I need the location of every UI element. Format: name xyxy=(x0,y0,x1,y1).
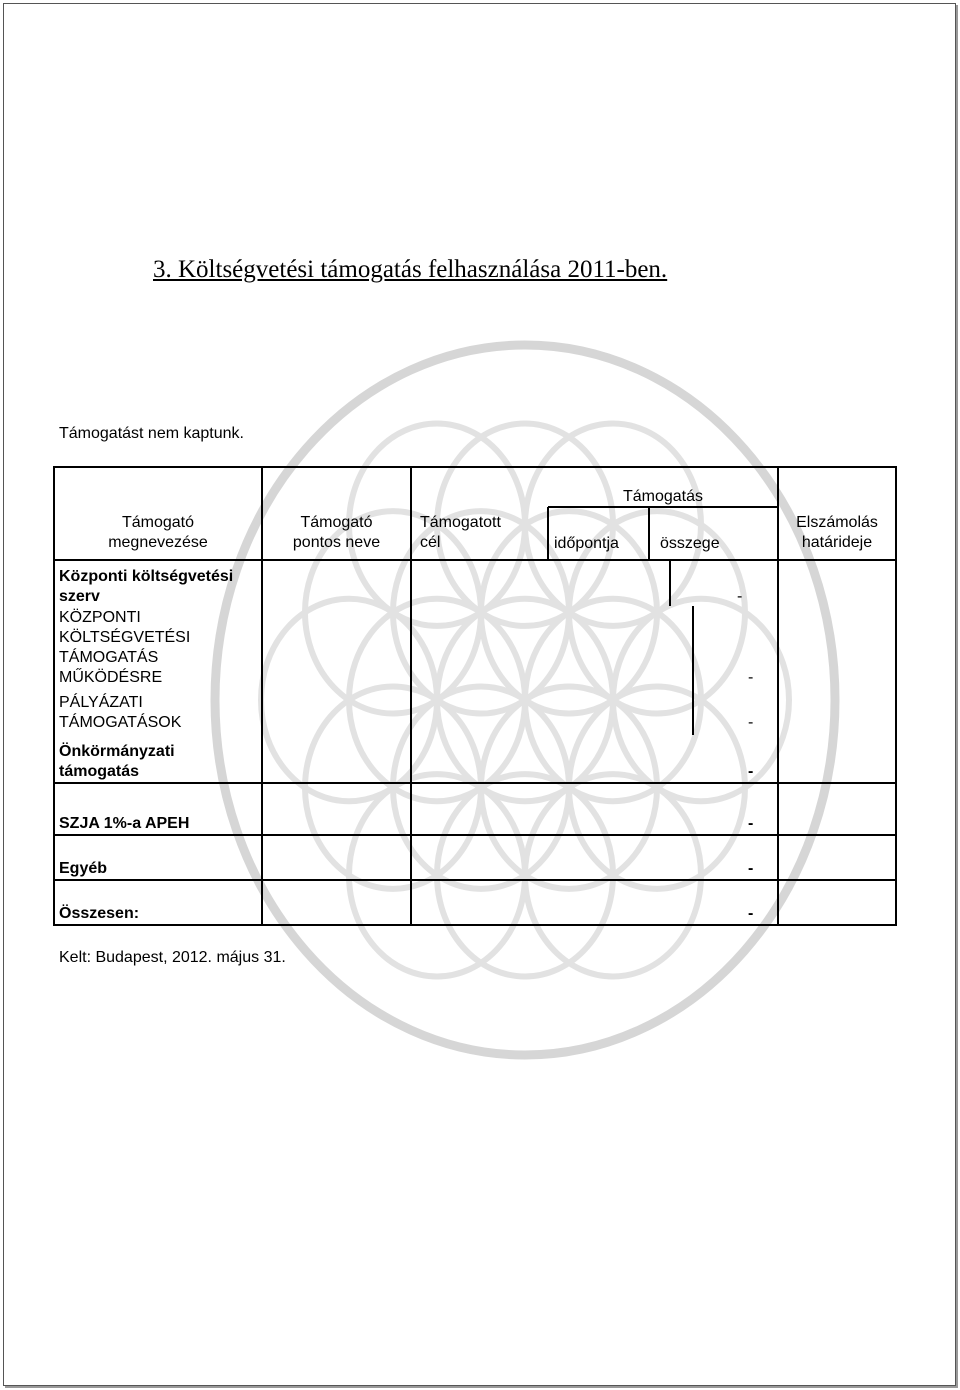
row-amount-personal-income-tax: - xyxy=(748,815,754,832)
header-settlement-deadline: Elszámolás határideje xyxy=(796,514,878,551)
row-label-central-budget: Központi költségvetési szerv xyxy=(59,568,234,605)
document-date: Kelt: Budapest, 2012. május 31. xyxy=(59,949,286,966)
header-support-group: Támogatás xyxy=(622,488,704,505)
row-label-personal-income-tax: SZJA 1%-a APEH xyxy=(59,815,190,832)
header-supported-goal: Támogatott cél xyxy=(420,514,501,551)
row-label-tender-support: PÁLYÁZATI TÁMOGATÁSOK xyxy=(59,694,182,731)
row-amount-tender-support: - xyxy=(748,714,754,731)
row-amount-central-budget: - xyxy=(737,588,743,605)
row-label-total: Összesen: xyxy=(59,905,140,922)
row-label-operating-support: KÖZPONTI KÖLTSÉGVETÉSI TÁMOGATÁS MŰKÖDÉSRE xyxy=(59,609,191,686)
row-amount-other: - xyxy=(748,860,754,877)
header-supporter-name: Támogató megnevezése xyxy=(108,514,208,551)
header-date: időpontja xyxy=(554,535,619,552)
row-amount-operating-support: - xyxy=(748,669,754,686)
row-amount-total: - xyxy=(748,905,754,922)
row-amount-municipal-support: - xyxy=(748,763,754,780)
no-support-note: Támogatást nem kaptunk. xyxy=(59,425,244,442)
page-title: 3. Költségvetési támogatás felhasználása 2011-ben. xyxy=(153,256,668,283)
row-label-other: Egyéb xyxy=(59,860,108,877)
header-amount: összege xyxy=(660,535,720,552)
header-supporter-exact-name: Támogató pontos neve xyxy=(292,514,381,551)
row-label-municipal-support: Önkörmányzati támogatás xyxy=(59,743,175,780)
